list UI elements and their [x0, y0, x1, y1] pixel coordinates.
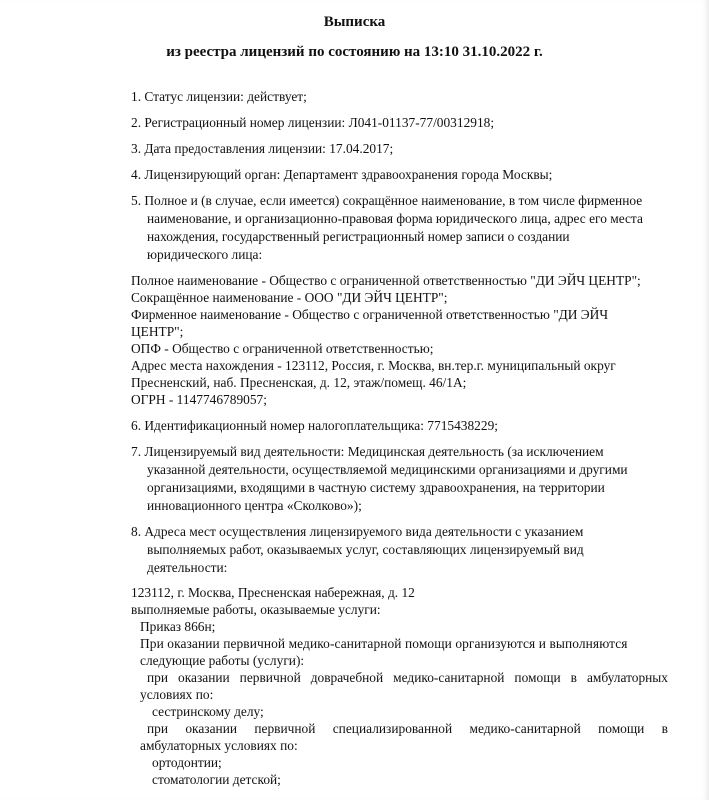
- item-2: 2. Регистрационный номер лицензии: Л041-01137-77/00312918;: [131, 115, 495, 130]
- item-7-line: организациями, входящими в частную систему здравоохранения, на территории: [147, 480, 605, 495]
- item-7-line: инновационного центра «Сколково»);: [147, 498, 362, 513]
- document-title: Выписка: [323, 14, 386, 30]
- org-line: Адрес места нахождения - 123112, Россия, г. Москва, вн.тер.г. муниципальный округ: [131, 358, 616, 373]
- item-5-line: наименование, и организационно-правовая форма юридического лица, адрес его места: [147, 211, 643, 226]
- item-8-line: 8. Адреса мест осуществления лицензируемого вида деятельности с указанием: [131, 524, 584, 539]
- org-line: Фирменное наименование - Общество с ограниченной ответственностью "ДИ ЭЙЧ: [131, 307, 609, 322]
- org-line: ОГРН - 1147746789057;: [131, 392, 267, 407]
- org-line: ОПФ - Общество с ограниченной ответственностью;: [131, 341, 434, 356]
- primary-care-line: [140, 635, 668, 652]
- item-7-line: указанной деятельности, осуществляемой медицинскими организациями и другими: [147, 462, 628, 477]
- item-7-line: 7. Лицензируемый вид деятельности: Медицинская деятельность (за исключением: [131, 444, 604, 459]
- item-8-line: деятельности:: [147, 560, 228, 575]
- specialized-line: при оказании первичной специализированной медико-санитарной помощи в: [147, 721, 668, 736]
- org-line: Полное наименование - Общество с ограниченной ответственностью "ДИ ЭЙЧ ЦЕНТР";: [131, 273, 641, 288]
- prehospital-cont: условиях по:: [140, 687, 214, 702]
- primary-care-text: При оказании первичной медико-санитарной помощи организуются и выполняются: [140, 636, 628, 651]
- org-line: Пресненский, наб. Пресненская, д. 12, этаж/помещ. 46/1А;: [131, 375, 467, 390]
- document-subtitle: из реестра лицензий по состоянию на 13:10 31.10.2022 г.: [166, 44, 543, 60]
- item-5-line: нахождения, государственный регистрационный номер записи о создании: [147, 229, 570, 244]
- item-6: 6. Идентификационный номер налогоплательщика: 7715438229;: [131, 418, 498, 433]
- pediatric-dentistry-line: стоматологии детской;: [152, 772, 281, 787]
- ortho-line: ортодонтии;: [152, 755, 222, 770]
- specialized-cont: амбулаторных условиях по:: [140, 738, 298, 753]
- item-8-line: выполняемых работ, оказываемых услуг, составляющих лицензируемый вид: [147, 542, 584, 557]
- item-3: 3. Дата предоставления лицензии: 17.04.2017;: [131, 141, 394, 156]
- item-5-line: 5. Полное и (в случае, если имеется) сокращённое наименование, в том числе фирменное: [131, 193, 643, 208]
- org-line: ЦЕНТР";: [131, 324, 184, 339]
- org-line: Сокращённое наименование - ООО "ДИ ЭЙЧ ЦЕНТР";: [131, 290, 448, 305]
- prehospital-line: при оказании первичной доврачебной медико-санитарной помощи в амбулаторных: [147, 670, 668, 685]
- nursing-line: сестринскому делу;: [152, 704, 264, 719]
- works-label: выполняемые работы, оказываемые услуги:: [131, 602, 381, 617]
- order-line: Приказ 866н;: [140, 619, 216, 634]
- item-1: 1. Статус лицензии: действует;: [131, 89, 307, 104]
- address-line: 123112, г. Москва, Пресненская набережная, д. 12: [131, 585, 415, 600]
- item-5-line: юридического лица:: [147, 247, 263, 262]
- item-4: 4. Лицензирующий орган: Департамент здравоохранения города Москвы;: [131, 167, 553, 182]
- primary-care-cont: следующие работы (услуги):: [140, 653, 305, 668]
